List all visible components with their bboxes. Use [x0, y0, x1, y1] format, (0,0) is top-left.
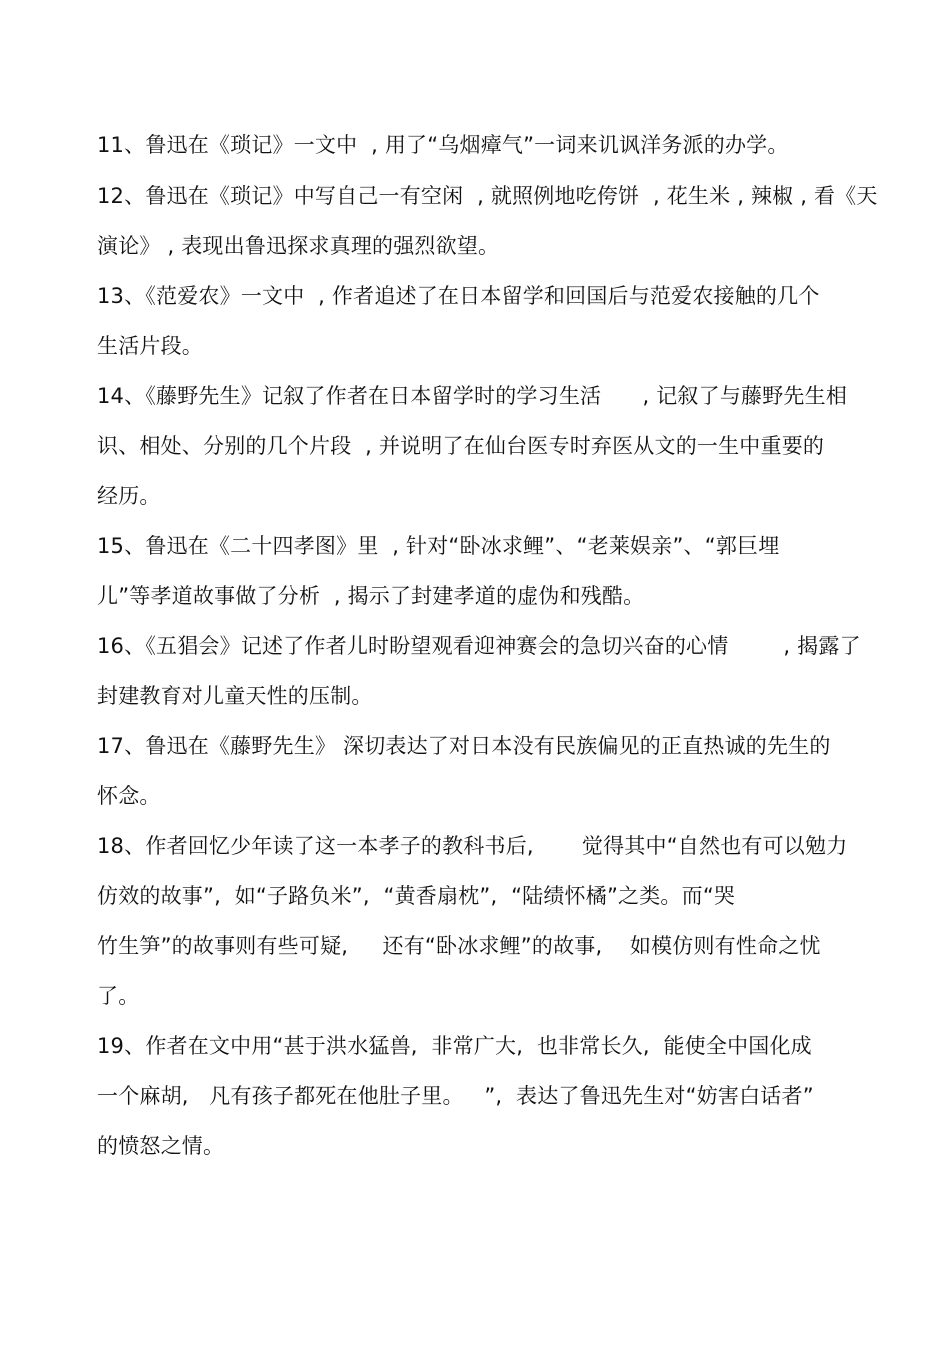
item-18-line-1: 18、作者回忆少年读了这一本孝子的教科书后, 觉得其中“自然也有可以勉力: [97, 834, 848, 858]
item-17-line-1: 17、鲁迅在《藤野先生》 深切表达了对日本没有民族偏见的正直热诚的先生的: [97, 734, 831, 758]
item-14-line-1: 14、《藤野先生》记叙了作者在日本留学时的学习生活 , 记叙了与藤野先生相: [97, 384, 848, 408]
item-14-line-2: 识、相处、分别的几个片段 , 并说明了在仙台医专时弃医从文的一生中重要的: [97, 434, 825, 458]
item-15-line-2: 儿”等孝道故事做了分析 , 揭示了封建孝道的虚伪和残酷。: [97, 584, 645, 608]
item-19-line-2: 一个麻胡, 凡有孩子都死在他肚子里。 ”, 表达了鲁迅先生对“妨害白话者”: [97, 1084, 814, 1108]
item-17-line-2: 怀念。: [97, 784, 161, 808]
item-13-line-1: 13、《范爱农》一文中 , 作者追述了在日本留学和回国后与范爱农接触的几个: [97, 284, 820, 308]
item-19-line-1: 19、作者在文中用“甚于洪水猛兽, 非常广大, 也非常长久, 能使全中国化成: [97, 1034, 812, 1058]
item-18-line-3: 竹生笋”的故事则有些可疑, 还有“卧冰求鲤”的故事, 如模仿则有性命之忧: [97, 934, 821, 958]
item-18-line-4: 了。: [97, 984, 140, 1008]
item-16-line-2: 封建教育对儿童天性的压制。: [97, 684, 373, 708]
item-11-line-1: 11、鲁迅在《琐记》一文中 , 用了“乌烟瘴气”一词来讥讽洋务派的办学。: [97, 133, 789, 157]
item-15-line-1: 15、鲁迅在《二十四孝图》里 , 针对“卧冰求鲤”、“老莱娱亲”、“郭巨埋: [97, 534, 780, 558]
item-16-line-1: 16、《五猖会》记述了作者儿时盼望观看迎神赛会的急切兴奋的心情 , 揭露了: [97, 634, 861, 658]
item-19-line-3: 的愤怒之情。: [97, 1134, 225, 1158]
item-14-line-3: 经历。: [97, 484, 161, 508]
item-12-line-1: 12、鲁迅在《琐记》中写自己一有空闲 , 就照例地吃侉饼 , 花生米 , 辣椒 , 看《天: [97, 184, 878, 208]
item-13-line-2: 生活片段。: [97, 334, 203, 358]
item-18-line-2: 仿效的故事”, 如“子路负米”, “黄香扇枕”, “陆绩怀橘”之类。而“哭: [97, 884, 736, 908]
item-12-line-2: 演论》 , 表现出鲁迅探求真理的强烈欲望。: [97, 234, 500, 258]
